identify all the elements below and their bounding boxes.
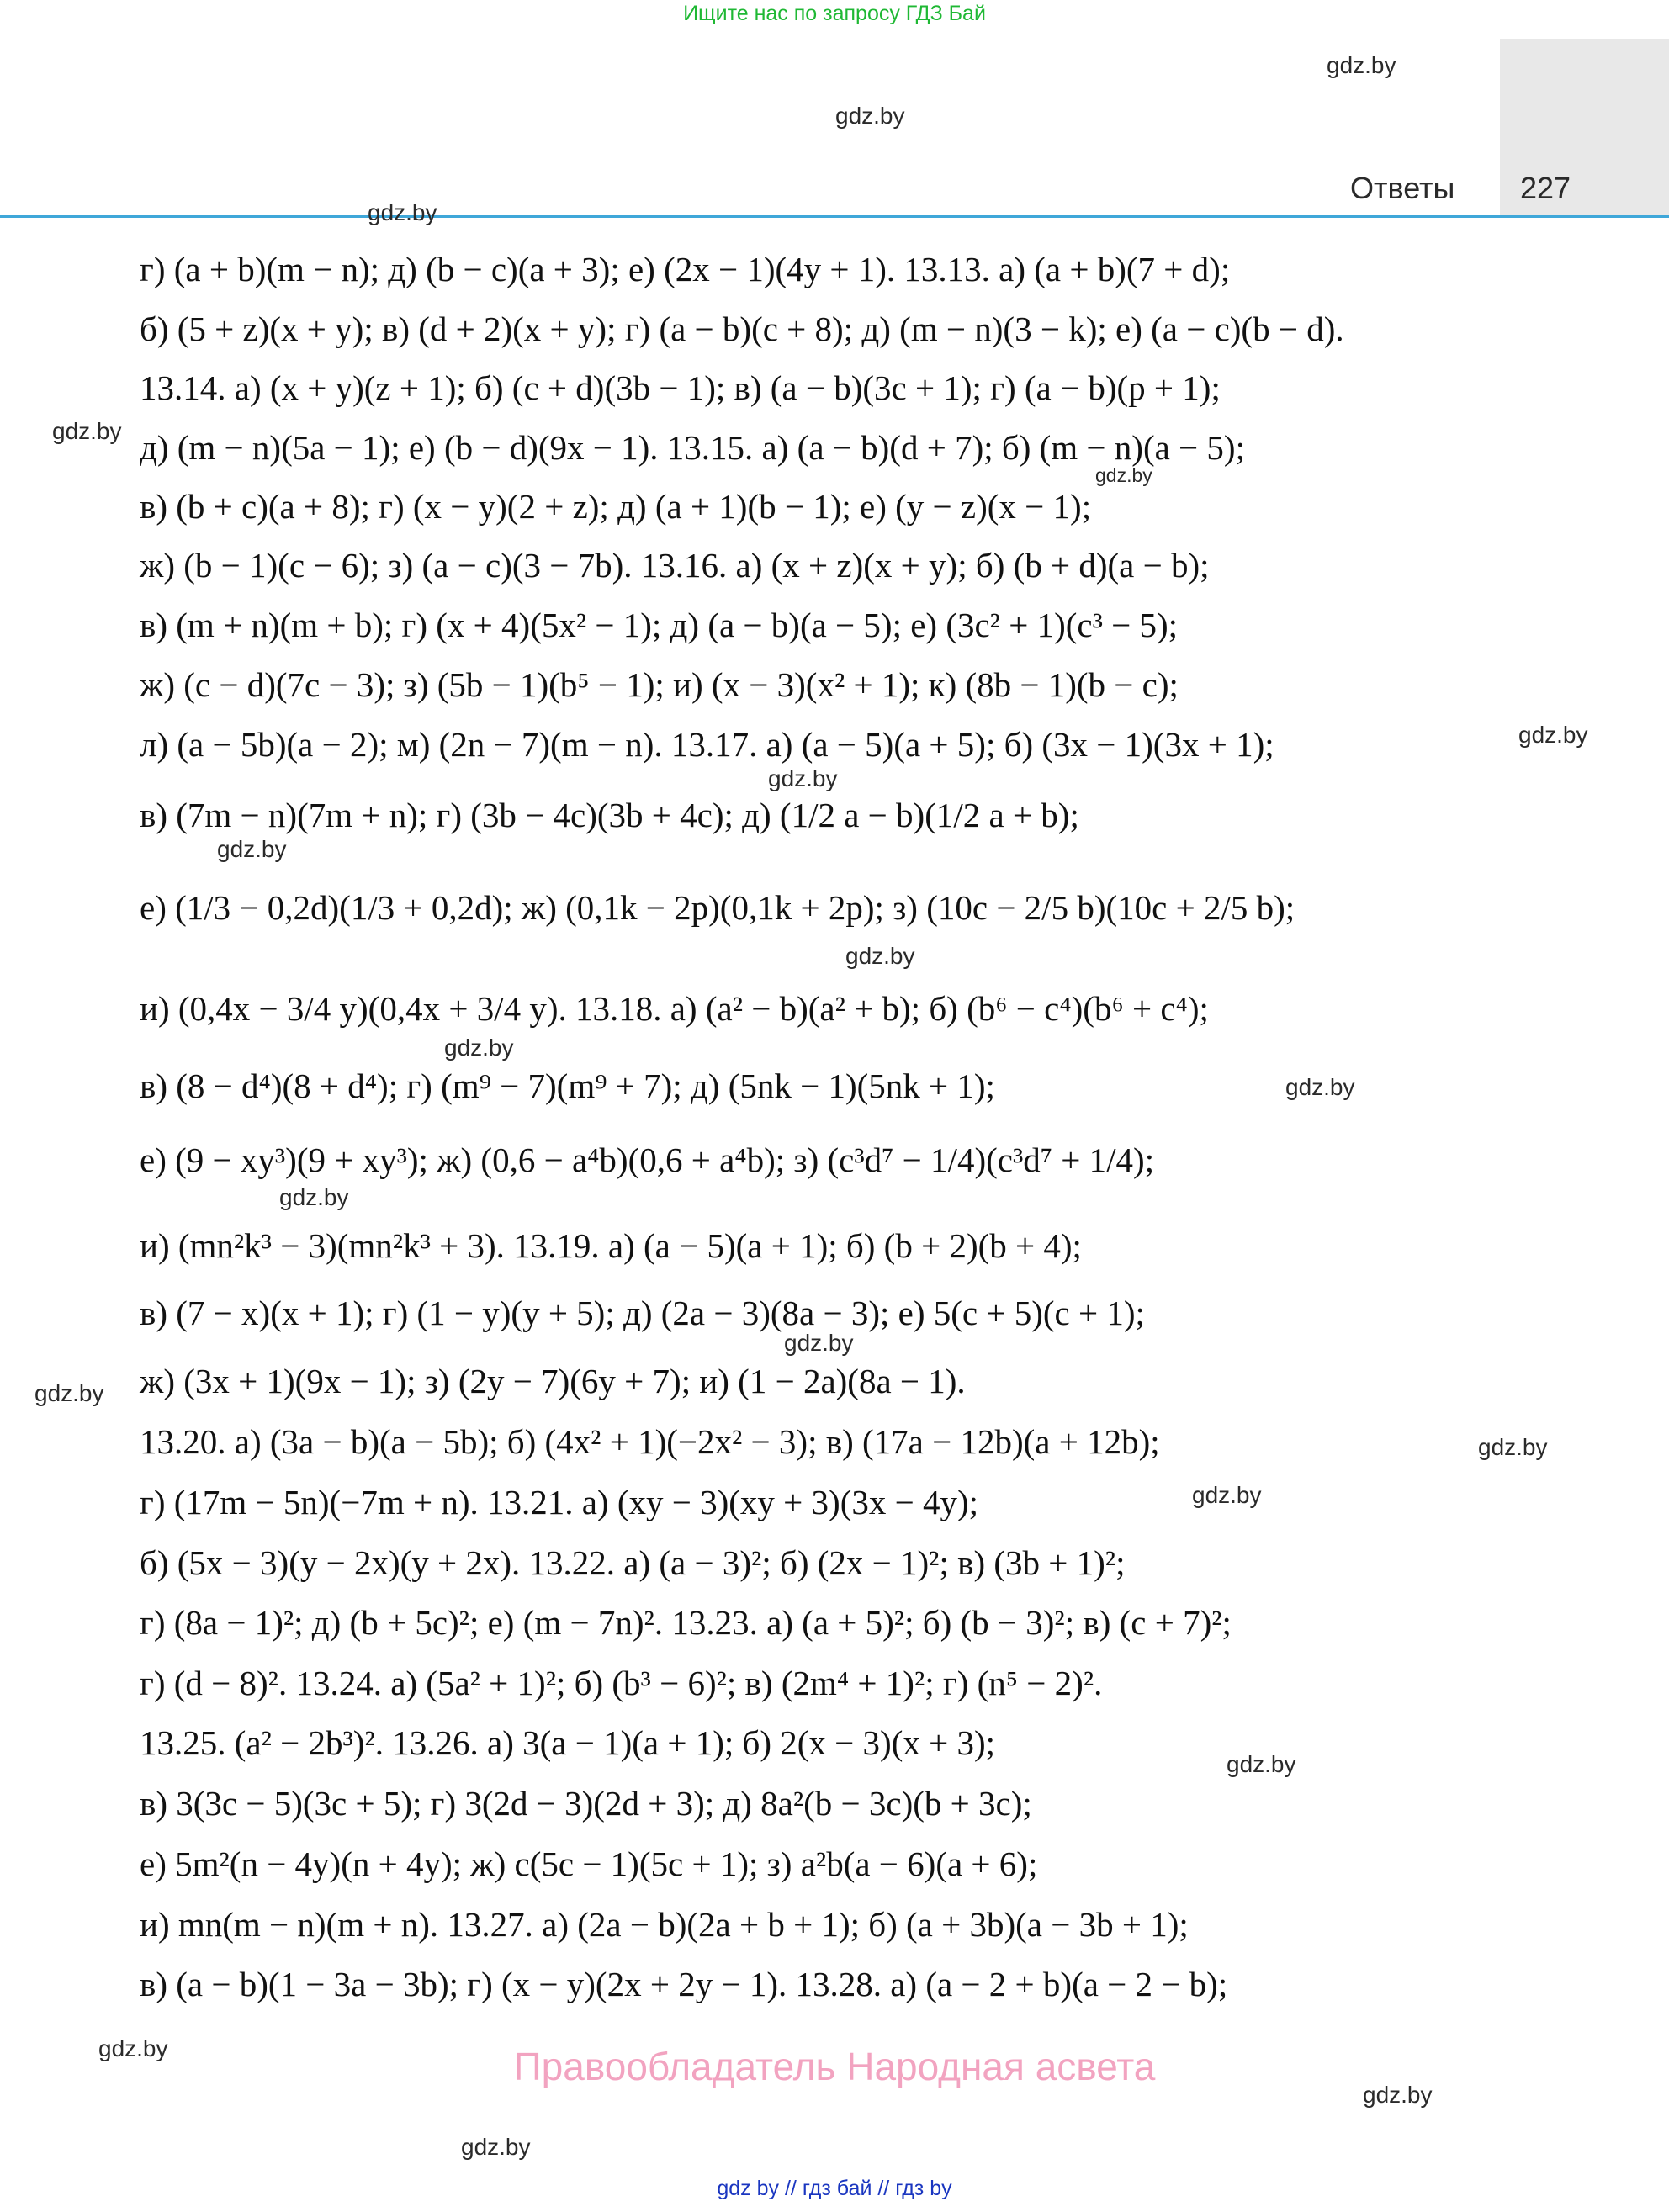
watermark: gdz.by — [34, 1380, 104, 1406]
answer-line: г) (a + b)(m − n); д) (b − c)(a + 3); е) (2x − 1)(4y + 1). 13.13. а) (a + b)(7 + d); — [140, 250, 1231, 288]
answer-line: ж) (3x + 1)(9x − 1); з) (2y − 7)(6y + 7); и) (1 − 2a)(8a − 1). — [140, 1362, 966, 1400]
footer-links[interactable]: gdz by // гдз бай // гдз by — [717, 2177, 952, 2200]
answer-line: и) mn(m − n)(m + n). 13.27. а) (2a − b)(2a + b + 1); б) (a + 3b)(a − 3b + 1); — [140, 1905, 1189, 1944]
answer-line: в) (7m − n)(7m + n); г) (3b − 4c)(3b + 4c); д) (1/2 a − b)(1/2 a + b); — [140, 796, 1079, 834]
answer-line: и) (0,4x − 3/4 y)(0,4x + 3/4 y). 13.18. а) (a² − b)(a² + b); б) (b⁶ − c⁴)(b⁶ + c⁴); — [140, 989, 1209, 1028]
watermark: gdz.by — [52, 418, 122, 444]
watermark: gdz.by — [1363, 2082, 1433, 2108]
watermark: gdz.by — [1095, 464, 1152, 486]
answer-line: и) (mn²k³ − 3)(mn²k³ + 3). 13.19. а) (a − 5)(a + 1); б) (b + 2)(b + 4); — [140, 1226, 1082, 1265]
answer-line: в) (7 − x)(x + 1); г) (1 − y)(y + 5); д) (2a − 3)(8a − 3); е) 5(c + 5)(c + 1); — [140, 1294, 1145, 1332]
watermark: gdz.by — [1227, 1751, 1296, 1777]
watermark: gdz.by — [98, 2035, 168, 2061]
answer-line: 13.20. а) (3a − b)(a − 5b); б) (4x² + 1)(−2x² − 3); в) (17a − 12b)(a + 12b); — [140, 1422, 1160, 1461]
watermark: gdz.by — [784, 1330, 854, 1356]
header-rule — [0, 215, 1669, 218]
answer-line: ж) (b − 1)(c − 6); з) (a − c)(3 − 7b). 13.16. а) (x + z)(x + y); б) (b + d)(a − b); — [140, 546, 1210, 585]
answer-line: в) 3(3c − 5)(3c + 5); г) 3(2d − 3)(2d + 3); д) 8a²(b − 3c)(b + 3c); — [140, 1784, 1032, 1823]
watermark: gdz.by — [835, 103, 905, 129]
page-header-title: Ответы — [1350, 171, 1455, 205]
answer-line: г) (17m − 5n)(−7m + n). 13.21. а) (xy − 3)(xy + 3)(3x − 4y); — [140, 1483, 979, 1521]
answer-line: б) (5 + z)(x + y); в) (d + 2)(x + y); г) (a − b)(c + 8); д) (m − n)(3 − k); е) (a − c)(b − d). — [140, 310, 1344, 348]
answer-line: е) (9 − xy³)(9 + xy³); ж) (0,6 − a⁴b)(0,6 + a⁴b); з) (c³d⁷ − 1/4)(c³d⁷ + 1/4); — [140, 1140, 1155, 1179]
watermark: gdz.by — [1478, 1434, 1548, 1460]
watermark: gdz.by — [444, 1035, 514, 1061]
watermark: gdz.by — [768, 765, 838, 791]
answer-line: б) (5x − 3)(y − 2x)(y + 2x). 13.22. а) (a − 3)²; б) (2x − 1)²; в) (3b + 1)²; — [140, 1543, 1126, 1582]
answer-line: ж) (c − d)(7c − 3); з) (5b − 1)(b⁵ − 1); и) (x − 3)(x² + 1); к) (8b − 1)(b − c); — [140, 665, 1179, 704]
answer-line: д) (m − n)(5a − 1); е) (b − d)(9x − 1). 13.15. а) (a − b)(d + 7); б) (m − n)(a − 5); — [140, 428, 1245, 467]
watermark: gdz.by — [368, 199, 437, 225]
answer-line: е) (1/3 − 0,2d)(1/3 + 0,2d); ж) (0,1k − 2p)(0,1k + 2p); з) (10c − 2/5 b)(10c + 2/5 b); — [140, 888, 1295, 927]
watermark: gdz.by — [1192, 1482, 1262, 1508]
page-number: 227 — [1520, 171, 1571, 205]
answer-line: в) (b + c)(a + 8); г) (x − y)(2 + z); д) (a + 1)(b − 1); е) (y − z)(x − 1); — [140, 487, 1092, 526]
answer-line: е) 5m²(n − 4y)(n + 4y); ж) c(5c − 1)(5c + 1); з) a²b(a − 6)(a + 6); — [140, 1844, 1038, 1883]
watermark: gdz.by — [217, 836, 287, 862]
watermark: gdz.by — [1285, 1074, 1355, 1100]
watermark: gdz.by — [279, 1184, 349, 1210]
answer-line: в) (m + n)(m + b); г) (x + 4)(5x² − 1); д) (a − b)(a − 5); е) (3c² + 1)(c³ − 5); — [140, 606, 1179, 644]
answer-line: в) (8 − d⁴)(8 + d⁴); г) (m⁹ − 7)(m⁹ + 7); д) (5nk − 1)(5nk + 1); — [140, 1066, 995, 1105]
answer-line: 13.14. а) (x + y)(z + 1); б) (c + d)(3b − 1); в) (a − b)(3c + 1); г) (a − b)(p + 1); — [140, 368, 1221, 407]
answer-line: в) (a − b)(1 − 3a − 3b); г) (x − y)(2x + 2y − 1). 13.28. а) (a − 2 + b)(a − 2 − b); — [140, 1965, 1228, 2003]
watermark: gdz.by — [845, 943, 915, 969]
answer-line: г) (d − 8)². 13.24. а) (5a² + 1)²; б) (b³ − 6)²; в) (2m⁴ + 1)²; г) (n⁵ − 2)². — [140, 1664, 1103, 1702]
top-banner[interactable]: Ищите нас по запросу ГДЗ Бай — [683, 2, 986, 25]
watermark: gdz.by — [461, 2134, 531, 2160]
answer-line: г) (8a − 1)²; д) (b + 5c)²; е) (m − 7n)². 13.23. а) (a + 5)²; б) (b − 3)²; в) (c + 7)²; — [140, 1603, 1232, 1642]
watermark: gdz.by — [1518, 722, 1588, 748]
copyright-notice: Правообладатель Народная асвета — [513, 2045, 1156, 2088]
answer-line: 13.25. (a² − 2b³)². 13.26. а) 3(a − 1)(a + 1); б) 2(x − 3)(x + 3); — [140, 1723, 996, 1762]
watermark: gdz.by — [1327, 52, 1396, 78]
answer-line: л) (a − 5b)(a − 2); м) (2n − 7)(m − n). 13.17. а) (a − 5)(a + 5); б) (3x − 1)(3x + 1); — [140, 725, 1274, 764]
